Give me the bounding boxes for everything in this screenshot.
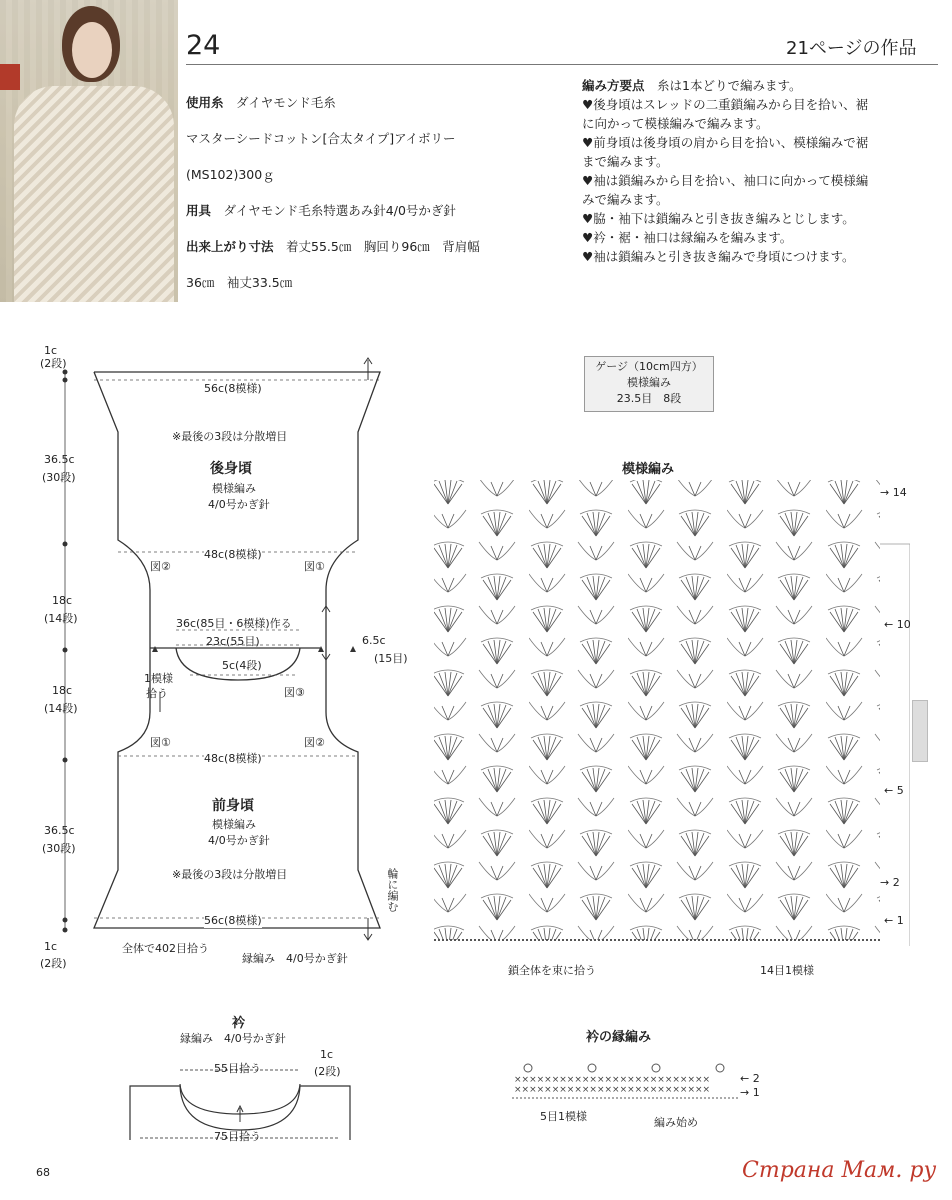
neck-width: 23c(55目) [206, 635, 260, 648]
back-hem-width: 56c(8模様) [204, 382, 262, 395]
front-hem-width: 56c(8模様) [204, 914, 262, 927]
pickup-total: 全体で402目拾う [122, 942, 209, 955]
back-increase-note: ※最後の3段は分散増目 [172, 430, 288, 443]
note-line: ♥脇・袖下は鎖編みと引き抜き編みとじします。 [582, 211, 855, 226]
collar-pick-bottom: 75目拾う [214, 1130, 261, 1143]
note-line: ♥衿・裾・袖口は縁編みを編みます。 [582, 230, 793, 245]
collar-sub: 縁編み 4/0号かぎ針 [180, 1032, 286, 1045]
dim-back-rows: (30段) [42, 471, 76, 484]
size-value: 着丈55.5㎝ 胸回り96㎝ 背肩幅 [286, 239, 480, 254]
yarn-line-2: マスターシードコットン[合太タイプ]アイボリー [186, 131, 456, 146]
fig-1-front: 図① [150, 736, 171, 749]
row-10: ← 10 [884, 618, 911, 631]
side-tab [912, 700, 928, 762]
note-line: ♥前身頃は後身頃の肩から目を拾い、模様編みで裾 [582, 135, 869, 150]
dim-front-len: 36.5c [44, 824, 75, 837]
pattern-number: 24 [186, 30, 221, 61]
fig-2-back: 図① [304, 560, 325, 573]
edge-stitch: 縁編み 4/0号かぎ針 [242, 952, 348, 965]
page-reference: 21ページの作品 [786, 38, 917, 59]
edging-start: 編み始め [654, 1116, 698, 1129]
note-line: みで編みます。 [582, 192, 669, 207]
round-label: 輪に編む [386, 868, 399, 912]
collar-pick-top: 55目拾う [214, 1062, 261, 1075]
collar-margin: 1c [320, 1048, 334, 1061]
dim-front-rows: (30段) [42, 842, 76, 855]
fig-1-back: 図② [150, 560, 171, 573]
gauge-count: 23.5目 8段 [616, 392, 682, 405]
row-2: → 2 [880, 876, 900, 889]
front-stitch: 模様編み [212, 818, 256, 831]
note-line: ♥袖は鎖編みと引き抜き編みで身頃につけます。 [582, 249, 855, 264]
fig-2-front: 図② [304, 736, 325, 749]
edging-repeat: 5目1模様 [540, 1110, 587, 1123]
note-line: ♥後身頃はスレッドの二重鎖編みから目を拾い、裾 [582, 97, 869, 112]
collar-title: 衿 [232, 1016, 246, 1031]
dim-top-margin-rows: (2段) [40, 357, 67, 370]
row-1: ← 1 [884, 914, 904, 927]
dim-back-len: 36.5c [44, 453, 75, 466]
edging-title: 衿の縁編み [586, 1030, 652, 1045]
notes-intro: 糸は1本どりで編みます。 [657, 78, 802, 93]
edging-row-2: ← 2 [740, 1072, 760, 1085]
yarn-line-3: (MS102)300ｇ [186, 167, 275, 182]
chain-note: 鎖全体を束に拾う [508, 964, 596, 977]
notes-title: 編み方要点 [582, 78, 645, 93]
dim-arm1: 18c [52, 594, 73, 607]
fig-3: 図③ [284, 686, 305, 699]
watermark: Страна Мам. ру [742, 1158, 937, 1183]
neck-side-rows: (15目) [374, 652, 408, 665]
neck-depth: 5c(4段) [222, 659, 262, 672]
back-hook: 4/0号かぎ針 [208, 498, 270, 511]
edging-row-1: → 1 [740, 1086, 760, 1099]
svg-text:××××××××××××××××××××××××××: ×××××××××××××××××××××××××× [514, 1085, 711, 1095]
row-14: → 14 [880, 486, 907, 499]
front-chest-width: 48c(8模様) [204, 752, 262, 765]
row-5: ← 5 [884, 784, 904, 797]
note-line: まで編みます。 [582, 154, 669, 169]
shoulder-start: 36c(85目・6模様)作る [176, 617, 292, 630]
dim-arm2-rows: (14段) [44, 702, 78, 715]
dim-arm1-rows: (14段) [44, 612, 78, 625]
size-value-2: 36㎝ 袖丈33.5㎝ [186, 275, 293, 290]
gauge-title: ゲージ（10cm四方） [595, 360, 703, 373]
repeat-label: 14目1模様 [760, 964, 814, 977]
stitch-chart [430, 476, 910, 946]
back-title: 後身頃 [210, 461, 252, 477]
front-title: 前身頃 [212, 798, 254, 814]
note-line: に向かって模様編みで編みます。 [582, 116, 769, 131]
chart-title: 模様編み [622, 462, 675, 477]
pickup-line-1: 1模様 [144, 672, 173, 685]
size-label: 出来上がり寸法 [186, 239, 274, 254]
note-line: ♥袖は鎖編みから目を拾い、袖口に向かって模様編 [582, 173, 869, 188]
back-stitch: 模様編み [212, 482, 256, 495]
page-number: 68 [36, 1166, 50, 1179]
gauge-stitch: 模様編み [627, 376, 671, 389]
tools-value: ダイヤモンド毛糸特選あみ針4/0号かぎ針 [223, 203, 456, 218]
yarn-label: 使用糸 [186, 95, 224, 110]
back-chest-width: 48c(8模様) [204, 548, 262, 561]
front-hook: 4/0号かぎ針 [208, 834, 270, 847]
dim-bottom-margin-rows: (2段) [40, 957, 67, 970]
svg-text:××××××××××××××××××××××××××: ×××××××××××××××××××××××××× [514, 1075, 711, 1085]
yarn-brand: ダイヤモンド毛糸 [236, 95, 336, 110]
dim-top-margin: 1c [44, 344, 58, 357]
tools-label: 用具 [186, 203, 212, 218]
dim-bottom-margin: 1c [44, 940, 58, 953]
dim-arm2: 18c [52, 684, 73, 697]
front-increase-note: ※最後の3段は分散増目 [172, 868, 288, 881]
neck-side: 6.5c [362, 634, 386, 647]
pickup-line-2: 拾う [146, 687, 168, 700]
collar-margin-rows: (2段) [314, 1065, 341, 1078]
